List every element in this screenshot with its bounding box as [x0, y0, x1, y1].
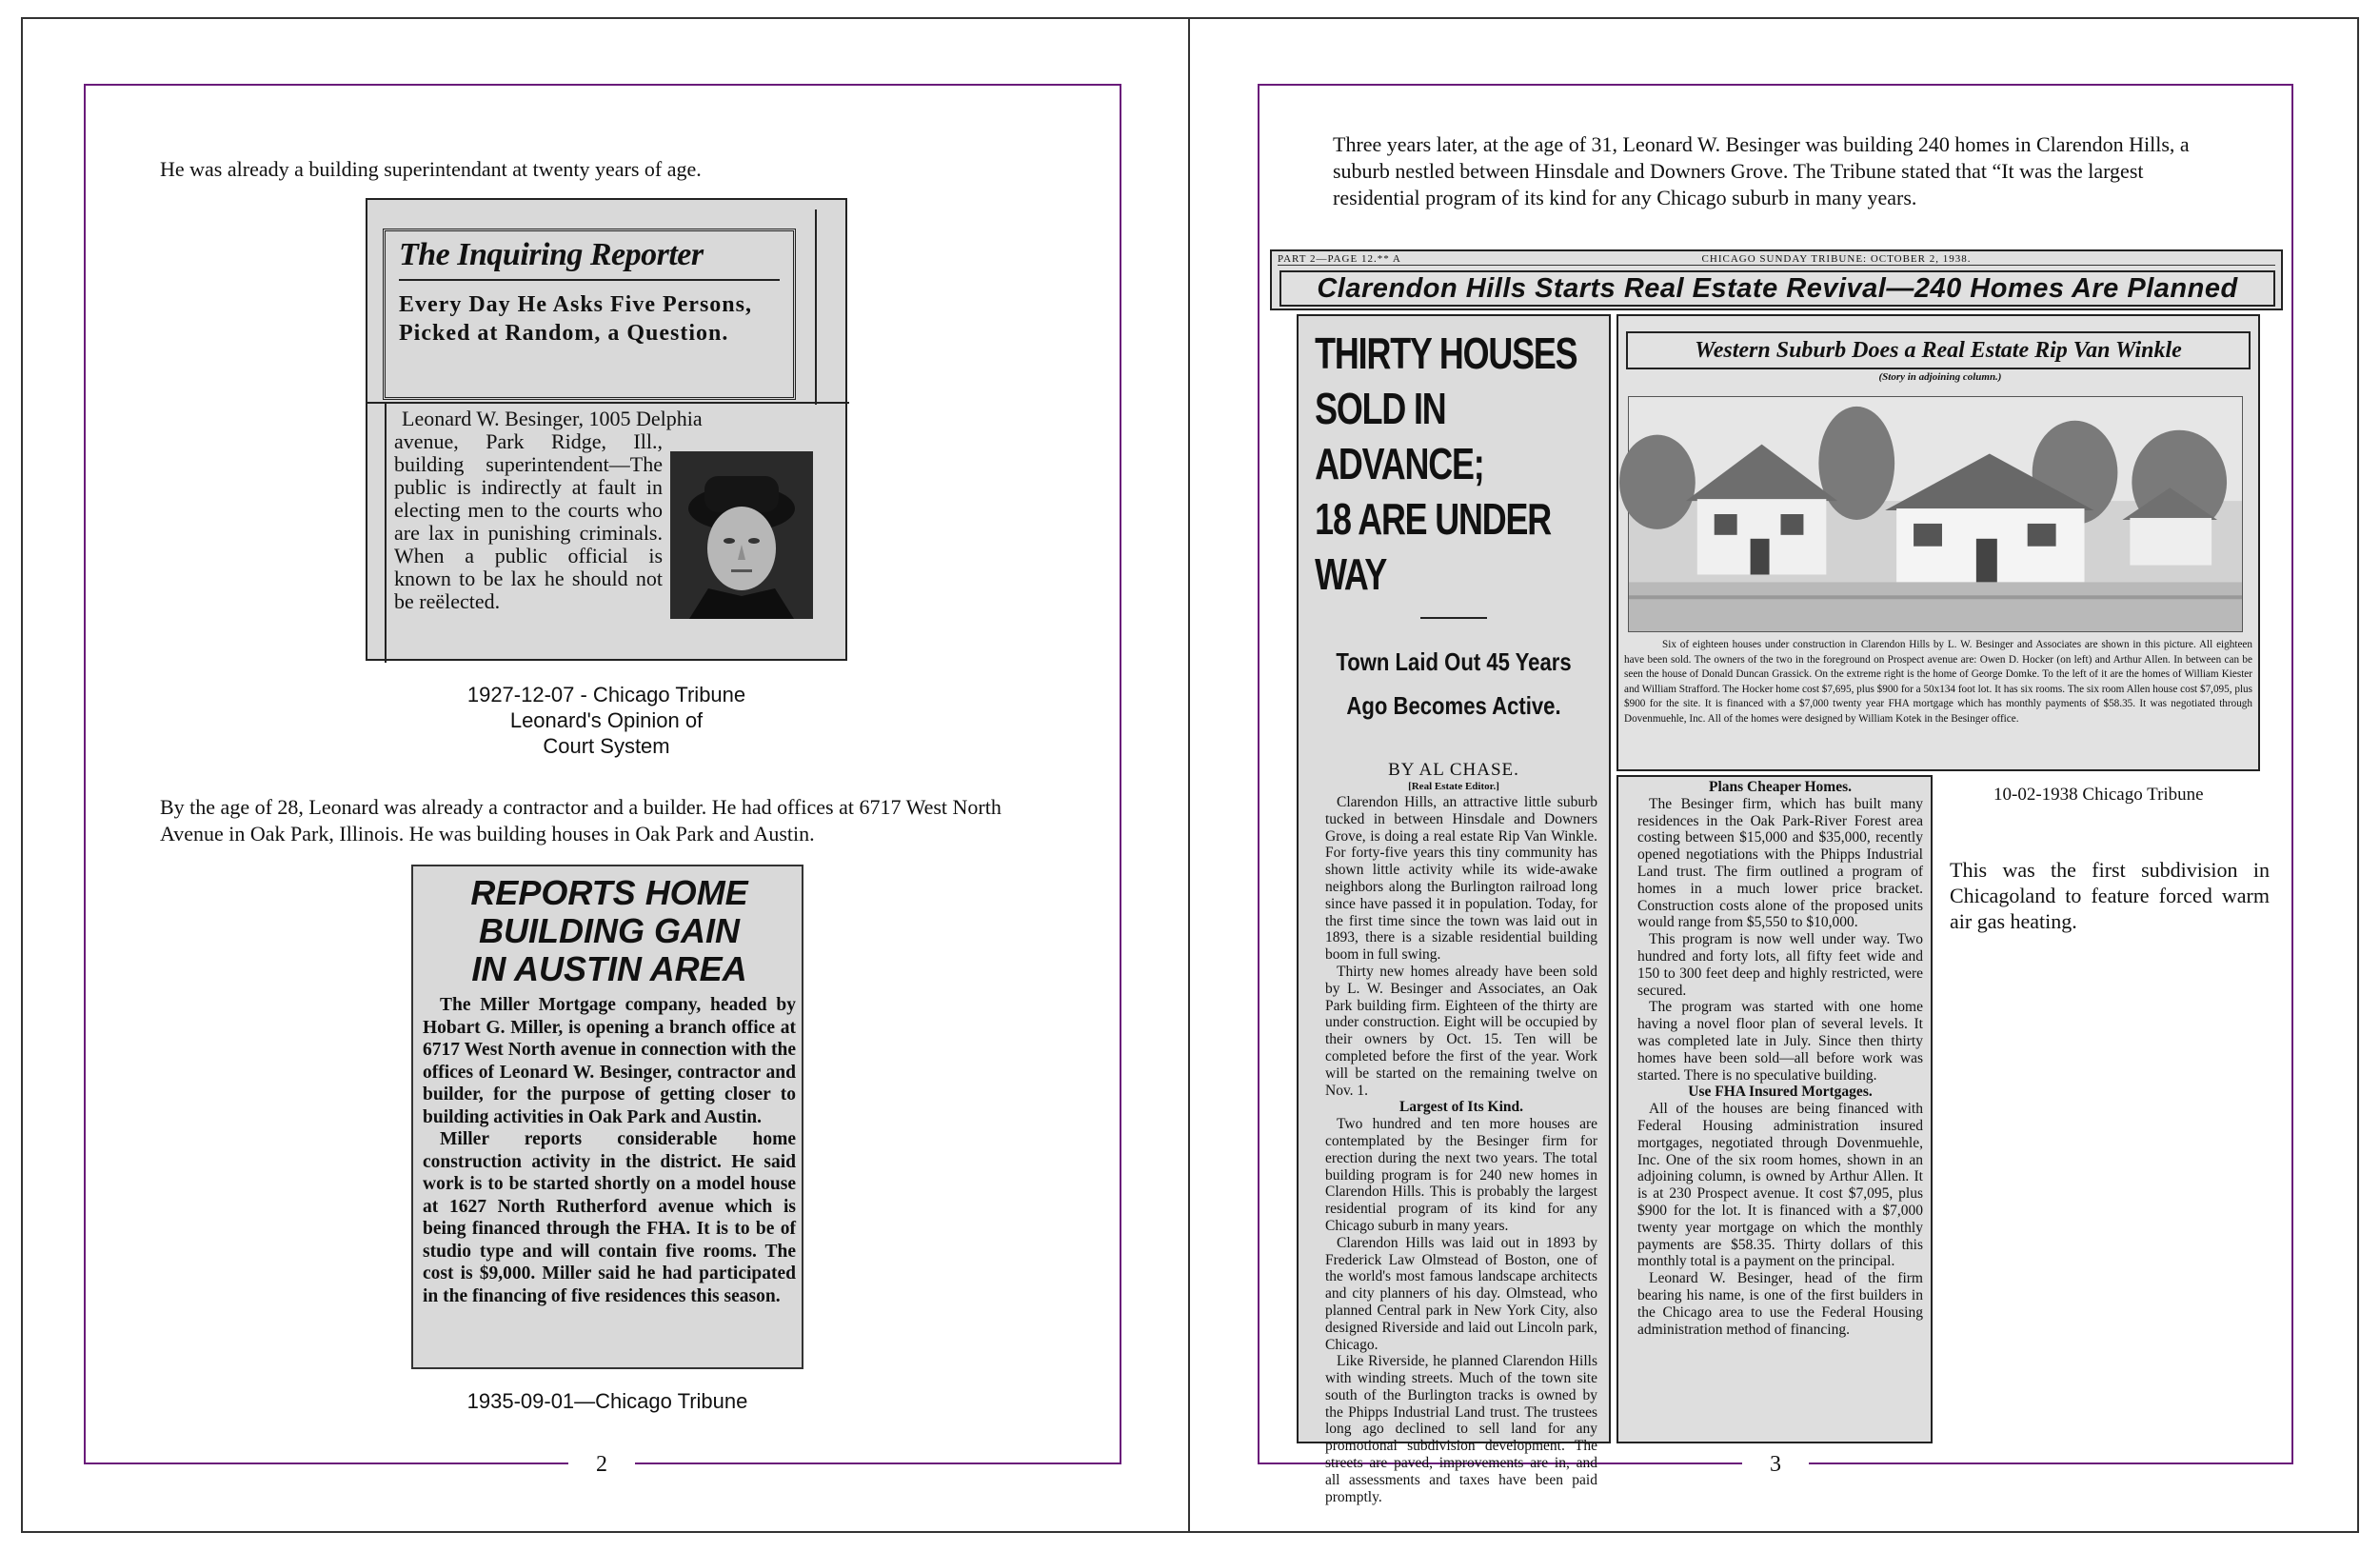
clipping-column-rule [385, 404, 387, 663]
col-a-para-2: Thirty new homes already have been sold by L. W. Besinger and Associates, an Oak Park building firm. Eighteen of the thirty are under construction. Eight will be occupied by their owners by Oct. 15. Ten will be completed before the first of the year. Work will be started on the remaining twelve on Nov. 1. [1325, 963, 1597, 1099]
deck-line2: Ago Becomes Active. [1346, 691, 1561, 720]
col-c-subhead-1: Plans Cheaper Homes. [1709, 779, 1852, 795]
austin-headline-line1: REPORTS HOME [470, 873, 748, 912]
right-intro-text: Three years later, at the age of 31, Leonard W. Besinger was building 240 homes in Clarendon Hills, a suburb nestled between Hinsdale and Downers Grove. The Tribune stated that “It was the largest residential program of its kind for any Chicago suburb in many years. [1333, 132, 2190, 209]
austin-headline-line2: BUILDING GAIN [479, 911, 740, 950]
inquiring-reporter-subtitle: Every Day He Asks Five Persons, Picked at Random, a Question. [399, 292, 752, 346]
photo-subhead: (Story in adjoining column.) [1878, 371, 2002, 383]
deck-line1: Town Laid Out 45 Years [1336, 647, 1572, 676]
clarendon-hills-clipping [1270, 249, 2283, 1505]
column-a-body [1299, 792, 1609, 1505]
col-c-para-5: Leonard W. Besinger, head of the firm bearing his name, is one of the first builders in the Chicago area to use the Federal Housing administration method of financing. [1637, 1270, 1923, 1338]
austin-para-2: Miller reports considerable home construction activity in the district. He said work is to be started shortly on a model house at 1627 North Rutherford avenue which is being financed through the FHA. It is to be of studio type and will contain five rooms. The cost is $9,000. Miller said he had participated in the financing of five residences this season. [423, 1129, 796, 1306]
clipping-rule [367, 402, 849, 404]
headline-line2: SOLD IN ADVANCE; [1315, 384, 1484, 488]
story-body: avenue, Park Ridge, Ill., building superintendent—The public is indirectly at fault in electing men to the courts who are lax in punishing criminals. When a public official is known to be lax he should not be reëlected. [394, 429, 663, 613]
houses-illustration [1629, 397, 2242, 631]
caption-1927 [366, 682, 847, 759]
portrait-photo [670, 451, 813, 619]
caption-1927-line3: Court System [543, 734, 670, 758]
cheaper-homes-column [1616, 775, 1933, 1443]
photo-caption: Six of eighteen houses under construction in Clarendon Hills by L. W. Besinger and Associates are shown in this picture. All eighteen have been sold. The owners of the two in the foreground on Prospect avenue are: Owen D. Hocker (on left) and Arthur Allen. In between can be seen the house of Donald Duncan Grassick. On the extreme right is the home of George Domke. To the left of it are the homes of William Kiester and William Strafford. The Hocker home cost $7,695, plus $900 for a 50x134 foot lot. It has six rooms. The six room Allen house cost $7,095, plus $900 for the site. It is financed with a $7,000 twenty year FHA mortgage which has monthly payments of $58.35. It was negotiated through Dovenmuehle, Inc. All of the homes were designed by William Kotek in the Besinger office. [1624, 639, 2252, 725]
dateline-page: PART 2—PAGE 12.** A [1278, 253, 1401, 265]
col-a-subhead: Largest of Its Kind. [1398, 1099, 1524, 1116]
story-lead: Leonard W. Besinger, 1005 Delphia [402, 407, 703, 430]
deck-headline [1321, 640, 1585, 727]
inquiring-reporter-clipping [366, 198, 847, 661]
page-number-left: 2 [568, 1447, 635, 1482]
heating-note: This was the first subdivision in Chicagoland to feature forced warm air gas heating. [1950, 858, 2270, 933]
portrait-illustration [670, 451, 813, 619]
houses-photo [1628, 396, 2243, 632]
austin-area-clipping [411, 865, 803, 1369]
austin-story [423, 994, 796, 1307]
caption-1927-line1: 1927-12-07 - Chicago Tribune [466, 683, 746, 706]
photo-headline: Western Suburb Does a Real Estate Rip Van Winkle [1626, 331, 2251, 369]
column-edge [815, 209, 817, 405]
title-rule [399, 279, 780, 281]
photo-column [1616, 314, 2260, 771]
dateline-date: CHICAGO SUNDAY TRIBUNE: OCTOBER 2, 1938. [1701, 253, 1972, 265]
col-c-subhead-2: Use FHA Insured Mortgages. [1688, 1084, 1873, 1101]
inquiring-reporter-headbox [383, 229, 796, 400]
book-spine [1188, 17, 1190, 1533]
col-c-para-2: This program is now well under way. Two hundred and forty lots, all fifty feet wide and 150 to 300 feet deep and highly restricted, were secured. [1637, 931, 1923, 999]
page-number-right: 3 [1742, 1447, 1809, 1482]
left-intro-text: He was already a building superintendant at twenty years of age. [160, 157, 702, 181]
col-a-para-1: Clarendon Hills, an attractive little suburb tucked in between Hinsdale and Downers Grove, is doing a real estate Rip Van Winkle. For forty-five years this tiny community has shown little activity while its wide-awake neighbors along the Burlington railroad long since have passed it in population. Today, for the first time since the town was laid out in 1893, there is a sizable residential building boom in full swing. [1325, 794, 1597, 964]
headline-line1: THIRTY HOUSES [1315, 328, 1577, 378]
headline-rule [1420, 617, 1487, 619]
col-a-para-4: Clarendon Hills was laid out in 1893 by Frederick Law Olmstead of Boston, one of the world's most famous landscape architects and city planners of his day. Olmstead, who planned Central park in New York City, also designed Riverside and laid out Lincoln park, Chicago. [1325, 1234, 1597, 1353]
left-paragraph-2: By the age of 28, Leonard was already a contractor and a builder. He had offices at 6717 West North Avenue in Oak Park, Illinois. He was building houses in Oak Park and Austin. [160, 795, 1002, 846]
col-c-para-4: All of the houses are being financed with Federal Housing administration insured mortgages, negotiated through Dovenmuehle, Inc. One of the six room homes, shown in an adjoining column, is owned by Arthur Allen. It is at 230 Prospect avenue. It cost $7,095, plus $900 for the lot. It is financed with a $7,000 twenty year mortgage on which the monthly payments are $58.35. Thirty dollars of this monthly total is a payment on the principal. [1637, 1101, 1923, 1270]
byline-title: [Real Estate Editor.] [1408, 781, 1499, 792]
col-a-para-5: Like Riverside, he planned Clarendon Hills with winding streets. Much of the town site south of the Burlington tracks is owned by the Phipps Industrial Land trust. The trustees long ago declined to sell land for any promotional subdivision development. The streets are paved, improvements are in, and all assessments and taxes have been paid promptly. [1325, 1353, 1597, 1505]
caption-1938: 10-02-1938 Chicago Tribune [1993, 785, 2204, 805]
austin-headline [423, 874, 796, 988]
caption-1935: 1935-09-01—Chicago Tribune [466, 1389, 748, 1413]
caption-1927-line2: Leonard's Opinion of [509, 708, 704, 732]
thirty-houses-column [1297, 314, 1611, 1505]
dateline [1278, 253, 2275, 266]
dateline-spacer [2271, 253, 2275, 265]
thirty-houses-headline [1299, 326, 1611, 602]
col-c-para-3: The program was started with one home having a novel floor plan of several levels. It was completed late in July. Since then thirty homes have been sold—all before work was started. There is no speculative building. [1637, 999, 1923, 1084]
col-c-para-1: The Besinger firm, which has built many residences in the Oak Park-River Forest area costing between $15,000 and $35,000, recently opened negotiations with the Phipps Industrial Land trust. The firm outlined a program of homes in a much lower price bracket. Construction costs alone of the proposed units would range from $5,550 to $10,000. [1637, 795, 1923, 931]
col-a-para-3: Two hundred and ten more houses are contemplated by the Besinger firm for erection during the next two years. The total building program is for 240 new homes in Clarendon Hills. This is probably the largest residential program of its kind for any Chicago suburb in many years. [1325, 1116, 1597, 1234]
inquiring-reporter-title: The Inquiring Reporter [399, 237, 704, 272]
column-c-body [1618, 777, 1931, 1338]
austin-headline-line3: IN AUSTIN AREA [471, 949, 747, 988]
banner-headline: Clarendon Hills Starts Real Estate Revival—240 Homes Are Planned [1279, 270, 2275, 307]
austin-para-1: The Miller Mortgage company, headed by Hobart G. Miller, is opening a branch office at 6717 West North avenue in connection with the offices of Leonard W. Besinger, contractor and builder, for the purpose of getting closer to building activities in Oak Park and Austin. [423, 995, 796, 1127]
tribune-masthead [1270, 249, 2283, 310]
byline: BY AL CHASE. [1388, 760, 1519, 780]
headline-line3: 18 ARE UNDER WAY [1315, 494, 1551, 599]
